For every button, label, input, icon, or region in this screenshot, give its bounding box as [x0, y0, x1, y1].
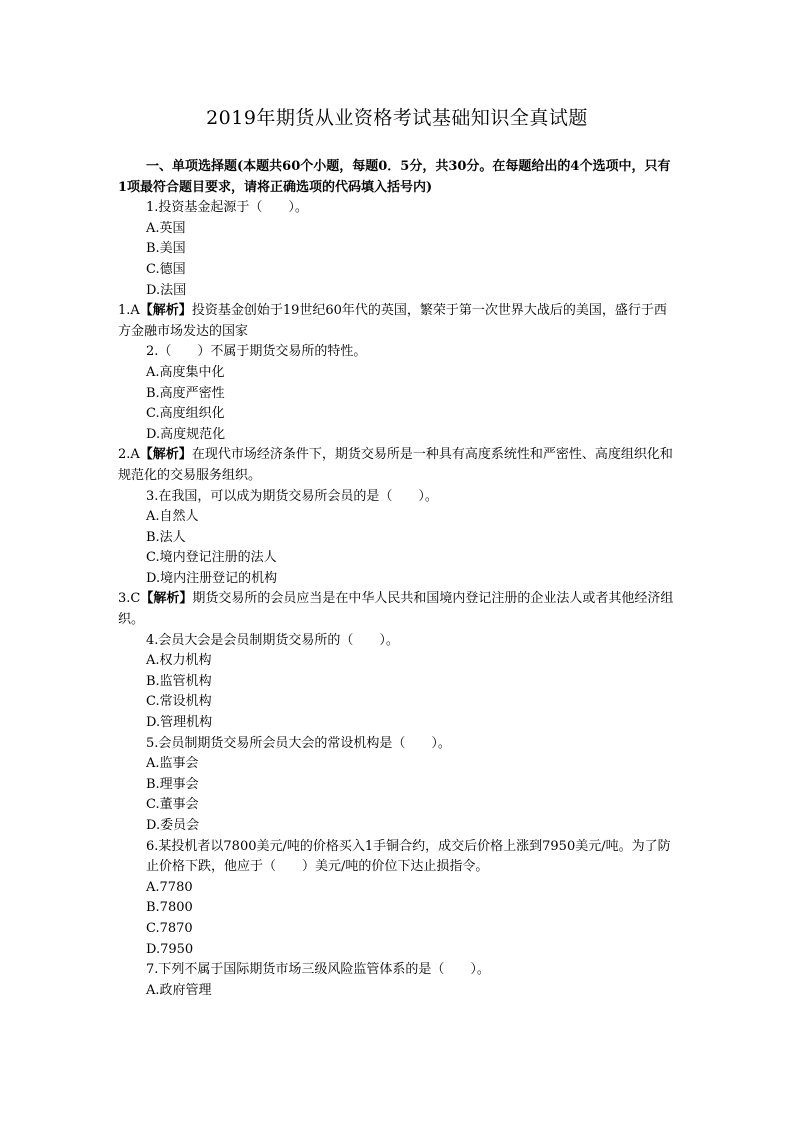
question-option: C.境内登记注册的法人: [146, 550, 277, 566]
answer-key: 3.C: [118, 591, 141, 607]
page-title: 2019年期货从业资格考试基础知识全真试题: [206, 107, 588, 129]
question-stem: 4.会员大会是会员制期货交易所的（ ）。: [146, 632, 399, 648]
question-option: D.委员会: [146, 818, 200, 833]
question-option: A.监事会: [146, 756, 199, 772]
answer-text: 在现代市场经济条件下，期货交易所是一种具有高度系统性和严密性、高度组织化和规范化的交易服务组织。: [118, 447, 673, 483]
exam-content: [118, 157, 678, 1001]
question-option: D.高度规范化: [146, 426, 226, 442]
question-option: D.境内注册登记的机构: [146, 570, 278, 586]
question-option: D.管理机构: [146, 715, 213, 731]
question-stem: 7.下列不属于国际期货市场三级风险监管体系的是（ ）。: [146, 962, 490, 978]
question-option: C.董事会: [146, 797, 199, 813]
question-option: A.自然人: [146, 509, 199, 525]
answer-key: 2.A: [118, 447, 140, 463]
question-option: D.7950: [146, 941, 194, 957]
section-heading: 一、单项选择题(本题共60个小题，每题0．5分，共30分。在每题给出的4个选项中，只有1项最符合题目要求，请将正确选项的代码填入括号内): [118, 159, 671, 195]
question-option: C.德国: [146, 261, 186, 277]
question-stem: 5.会员制期货交易所会员大会的常设机构是（ ）。: [146, 735, 451, 751]
question-option: B.7800: [146, 900, 193, 916]
question-option: B.高度严密性: [146, 385, 225, 401]
question-option: A.7780: [146, 879, 193, 895]
question-option: D.法国: [146, 282, 187, 298]
question-option: B.法人: [146, 529, 186, 545]
question-option: B.理事会: [146, 776, 199, 792]
question-stem: 6.某投机者以7800美元/吨的价格买入1手铜合约，成交后价格上涨到7950美元/吨。为了防止价格下跌，他应于（ ）美元/吨的价位下达止损指令。: [146, 838, 671, 875]
question-option: A.高度集中化: [146, 364, 225, 380]
question-option: C.高度组织化: [146, 406, 225, 422]
answer-explanation: [118, 589, 678, 630]
question-stem: 1.投资基金起源于（ ）。: [146, 200, 308, 216]
answer-key: 1.A: [118, 303, 140, 319]
analysis-tag: 【解析】: [139, 303, 192, 319]
answer-explanation: [118, 301, 678, 342]
answer-text: 投资基金创始于19世纪60年代的英国，繁荣于第一次世界大战后的美国，盛行于西方金融市场发达的国家: [118, 303, 667, 339]
question-stem: 3.在我国，可以成为期货交易所会员的是（ ）。: [146, 488, 438, 504]
question-option: C.7870: [146, 920, 193, 936]
question-option: B.美国: [146, 241, 186, 257]
analysis-tag: 【解析】: [140, 591, 193, 607]
analysis-tag: 【解析】: [139, 447, 192, 463]
question-option: A.英国: [146, 220, 186, 236]
question-option: A.政府管理: [146, 982, 212, 998]
answer-text: 期货交易所的会员应当是在中华人民共和国境内登记注册的企业法人或者其他经济组织。: [118, 591, 674, 628]
question-option: A.权力机构: [146, 653, 212, 669]
answer-explanation: [118, 445, 678, 486]
question-stem: 2.（ ）不属于期货交易所的特性。: [146, 344, 367, 360]
question-option: C.常设机构: [146, 694, 212, 710]
question-option: B.监管机构: [146, 673, 212, 689]
